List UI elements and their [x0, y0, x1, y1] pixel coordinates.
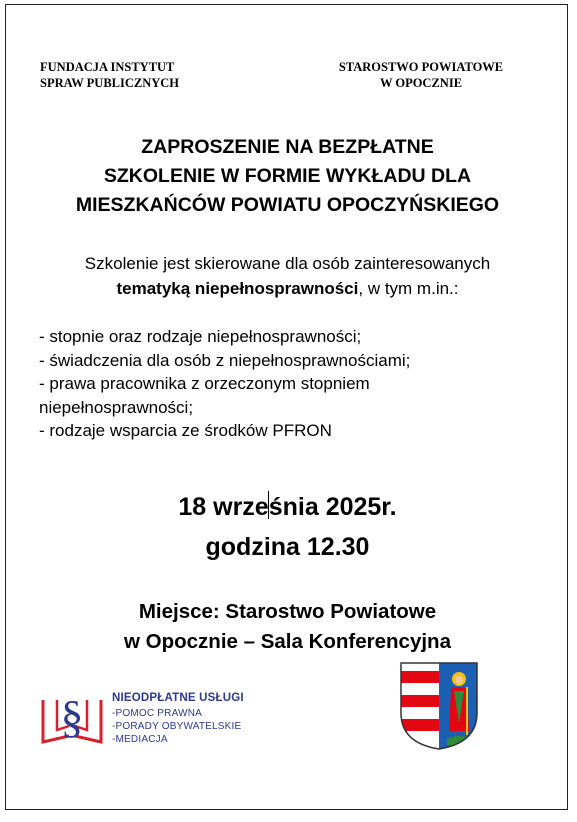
logo-item: -PORADY OBYWATELSKIE: [112, 721, 242, 732]
coat-of-arms-icon: [399, 661, 479, 751]
place-line1: Miejsce: Starostwo Powiatowe: [138, 600, 437, 623]
title-line3: MIESZKAŃCÓW POWIATU OPOCZYŃSKIEGO: [75, 194, 500, 216]
list-item: - świadczenia dla osób z niepełnosprawnościami;: [39, 350, 411, 370]
header-left-org: [40, 59, 179, 91]
intro-rest: , w tym m.in.:: [358, 279, 459, 298]
logo-text-block: [112, 690, 244, 746]
intro-line1: Szkolenie jest skierowane dla osób zainteresowanych: [84, 254, 491, 273]
invitation-title: [6, 133, 569, 220]
free-legal-aid-logo: [39, 686, 269, 746]
intro-bold-topic: tematyką niepełnosprawności: [116, 279, 359, 298]
title-line2: SZKOLENIE W FORMIE WYKŁADU DLA: [103, 165, 472, 187]
list-item: - rodzaje wsparcia ze środków PFRON: [39, 421, 332, 440]
event-date: [6, 487, 569, 527]
document-page: [5, 4, 568, 810]
list-item: - stopnie oraz rodzaje niepełnosprawności;: [39, 327, 362, 346]
event-place: [6, 597, 569, 657]
paragraph-book-icon: [39, 686, 105, 748]
event-date-part2: śnia 2025r.: [268, 493, 397, 521]
header-left-line2: SPRAW PUBLICZNYCH: [40, 76, 180, 90]
logo-item: -MEDIACJA: [112, 734, 168, 745]
logo-item: -POMOC PRAWNA: [112, 708, 203, 719]
event-date-time: [6, 487, 569, 567]
event-time: godzina 12.30: [205, 533, 370, 561]
list-item: niepełnosprawności;: [39, 397, 194, 417]
list-item: - prawa pracownika z orzeczonym stopniem: [39, 374, 370, 393]
header-left-line1: FUNDACJA INSTYTUT: [40, 60, 175, 74]
place-line2: w Opocznie – Sala Konferencyjna: [124, 630, 451, 653]
svg-text:§: §: [60, 691, 84, 742]
header-right-line1: STAROSTWO POWIATOWE: [338, 60, 504, 74]
intro-line2: [6, 276, 569, 301]
topics-list: [39, 325, 549, 443]
header-right-line2: W OPOCZNIE: [379, 76, 463, 90]
intro-paragraph: [6, 251, 569, 301]
title-line1: ZAPROSZENIE NA BEZPŁATNE: [141, 136, 434, 158]
event-date-part1: 18 wrze: [178, 493, 269, 521]
logo-heading: NIEODPŁATNE USŁUGI: [112, 692, 244, 704]
header-right-org: [306, 59, 536, 91]
